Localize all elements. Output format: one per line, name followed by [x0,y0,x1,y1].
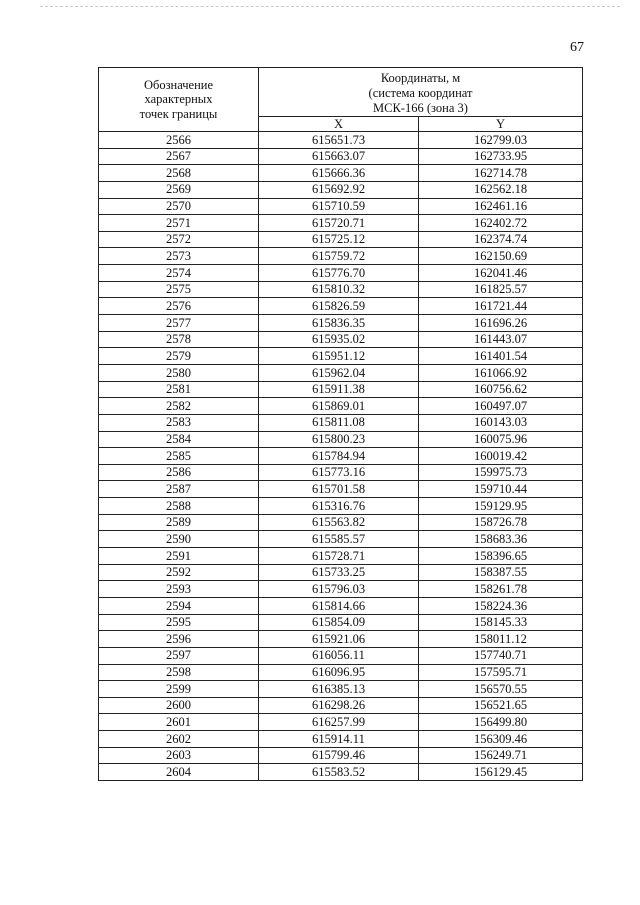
x-coordinate-cell: 615710.59 [259,198,419,215]
x-coordinate-cell: 615666.36 [259,165,419,182]
x-coordinate-cell: 615800.23 [259,431,419,448]
y-coordinate-cell: 158011.12 [419,631,583,648]
y-coordinate-cell: 156521.65 [419,697,583,714]
x-coordinate-cell: 615854.09 [259,614,419,631]
x-coordinate-cell: 615799.46 [259,747,419,764]
table-row [99,165,583,182]
coordinates-table [98,67,583,781]
table-row [99,464,583,481]
table-row [99,148,583,165]
point-id-cell: 2578 [99,331,259,348]
table-row [99,747,583,764]
x-coordinate-cell: 616385.13 [259,681,419,698]
table-row [99,431,583,448]
x-coordinate-cell: 615563.82 [259,514,419,531]
table-row [99,348,583,365]
header-coords-cell [259,68,583,117]
table-row [99,281,583,298]
point-id-cell: 2569 [99,181,259,198]
y-coordinate-cell: 156249.71 [419,747,583,764]
y-coordinate-cell: 161696.26 [419,315,583,332]
y-coordinate-cell: 162714.78 [419,165,583,182]
point-id-cell: 2597 [99,647,259,664]
table-row [99,132,583,149]
point-id-cell: 2599 [99,681,259,698]
table-row [99,531,583,548]
y-coordinate-cell: 162461.16 [419,198,583,215]
table-body [99,132,583,781]
y-coordinate-cell: 159129.95 [419,498,583,515]
x-coordinate-cell: 615796.03 [259,581,419,598]
table-row [99,398,583,415]
x-coordinate-cell: 615701.58 [259,481,419,498]
point-id-cell: 2579 [99,348,259,365]
point-id-cell: 2604 [99,764,259,781]
x-coordinate-cell: 615692.92 [259,181,419,198]
table-row [99,198,583,215]
table-row [99,764,583,781]
point-id-cell: 2582 [99,398,259,415]
table-row [99,731,583,748]
x-coordinate-cell: 615935.02 [259,331,419,348]
x-coordinate-cell: 615725.12 [259,231,419,248]
table-row [99,681,583,698]
table-row [99,414,583,431]
header-coords-line: Координаты, м [380,71,461,85]
y-coordinate-cell: 160497.07 [419,398,583,415]
table-row [99,664,583,681]
y-coordinate-cell: 162733.95 [419,148,583,165]
y-coordinate-cell: 156570.55 [419,681,583,698]
point-id-cell: 2570 [99,198,259,215]
y-coordinate-cell: 158387.55 [419,564,583,581]
y-coordinate-cell: 160756.62 [419,381,583,398]
point-id-cell: 2584 [99,431,259,448]
y-coordinate-cell: 158396.65 [419,548,583,565]
y-coordinate-cell: 160019.42 [419,448,583,465]
y-coordinate-cell: 161721.44 [419,298,583,315]
table-row [99,498,583,515]
point-id-cell: 2568 [99,165,259,182]
table-header-row [99,68,583,117]
x-coordinate-cell: 615914.11 [259,731,419,748]
x-coordinate-cell: 615962.04 [259,364,419,381]
y-coordinate-cell: 156309.46 [419,731,583,748]
point-id-cell: 2567 [99,148,259,165]
table-row [99,514,583,531]
table-row [99,265,583,282]
point-id-cell: 2594 [99,597,259,614]
y-coordinate-cell: 161401.54 [419,348,583,365]
x-coordinate-cell: 615784.94 [259,448,419,465]
table-row [99,631,583,648]
table-row [99,181,583,198]
scan-artifact-line [40,6,620,7]
point-id-cell: 2600 [99,697,259,714]
y-coordinate-cell: 162402.72 [419,215,583,232]
point-id-cell: 2583 [99,414,259,431]
point-id-cell: 2577 [99,315,259,332]
table-row [99,647,583,664]
table-row [99,248,583,265]
table-row [99,315,583,332]
table-row [99,215,583,232]
x-coordinate-cell: 615316.76 [259,498,419,515]
x-coordinate-cell: 615811.08 [259,414,419,431]
x-coordinate-cell: 615583.52 [259,764,419,781]
y-coordinate-cell: 158224.36 [419,597,583,614]
y-coordinate-cell: 161443.07 [419,331,583,348]
x-coordinate-cell: 615951.12 [259,348,419,365]
x-coordinate-cell: 615826.59 [259,298,419,315]
x-coordinate-cell: 615728.71 [259,548,419,565]
x-coordinate-cell: 615814.66 [259,597,419,614]
point-id-cell: 2585 [99,448,259,465]
point-id-cell: 2601 [99,714,259,731]
point-id-cell: 2581 [99,381,259,398]
point-id-cell: 2593 [99,581,259,598]
point-id-cell: 2588 [99,498,259,515]
y-coordinate-cell: 160143.03 [419,414,583,431]
header-points-line: точек границы [139,106,218,121]
header-coords-line: МСК-166 (зона 3) [373,101,468,115]
x-coordinate-cell: 615733.25 [259,564,419,581]
table-row [99,614,583,631]
point-id-cell: 2603 [99,747,259,764]
y-coordinate-cell: 156499.80 [419,714,583,731]
y-coordinate-cell: 160075.96 [419,431,583,448]
point-id-cell: 2595 [99,614,259,631]
y-coordinate-cell: 159710.44 [419,481,583,498]
point-id-cell: 2590 [99,531,259,548]
point-id-cell: 2596 [99,631,259,648]
x-coordinate-cell: 615921.06 [259,631,419,648]
y-coordinate-cell: 162150.69 [419,248,583,265]
point-id-cell: 2602 [99,731,259,748]
point-id-cell: 2572 [99,231,259,248]
x-coordinate-cell: 615651.73 [259,132,419,149]
point-id-cell: 2592 [99,564,259,581]
table-row [99,481,583,498]
y-coordinate-cell: 157740.71 [419,647,583,664]
y-coordinate-cell: 158261.78 [419,581,583,598]
x-coordinate-cell: 615869.01 [259,398,419,415]
header-points-cell [99,68,259,132]
x-coordinate-cell: 615810.32 [259,281,419,298]
y-coordinate-cell: 161066.92 [419,364,583,381]
table-row [99,331,583,348]
y-coordinate-cell: 158145.33 [419,614,583,631]
point-id-cell: 2591 [99,548,259,565]
y-coordinate-cell: 159975.73 [419,464,583,481]
x-coordinate-cell: 615776.70 [259,265,419,282]
point-id-cell: 2574 [99,265,259,282]
table-row [99,697,583,714]
table-row [99,581,583,598]
x-coordinate-cell: 615773.16 [259,464,419,481]
point-id-cell: 2573 [99,248,259,265]
table-row [99,364,583,381]
x-coordinate-cell: 616257.99 [259,714,419,731]
point-id-cell: 2598 [99,664,259,681]
x-coordinate-cell: 615720.71 [259,215,419,232]
y-coordinate-cell: 158683.36 [419,531,583,548]
x-coordinate-cell: 615663.07 [259,148,419,165]
point-id-cell: 2575 [99,281,259,298]
table-row [99,564,583,581]
x-coordinate-cell: 615911.38 [259,381,419,398]
point-id-cell: 2571 [99,215,259,232]
point-id-cell: 2576 [99,298,259,315]
table-row [99,381,583,398]
x-coordinate-cell: 616096.95 [259,664,419,681]
point-id-cell: 2566 [99,132,259,149]
header-coords-line: (система координат [368,86,473,100]
point-id-cell: 2586 [99,464,259,481]
x-coordinate-cell: 616056.11 [259,647,419,664]
page-number: 67 [570,40,584,55]
y-coordinate-cell: 158726.78 [419,514,583,531]
y-coordinate-cell: 162041.46 [419,265,583,282]
header-y: Y [419,117,583,132]
y-coordinate-cell: 162562.18 [419,181,583,198]
table-row [99,597,583,614]
point-id-cell: 2589 [99,514,259,531]
x-coordinate-cell: 615585.57 [259,531,419,548]
table-row [99,714,583,731]
y-coordinate-cell: 161825.57 [419,281,583,298]
y-coordinate-cell: 156129.45 [419,764,583,781]
table-row [99,448,583,465]
table-row [99,231,583,248]
table-row [99,548,583,565]
point-id-cell: 2587 [99,481,259,498]
y-coordinate-cell: 157595.71 [419,664,583,681]
point-id-cell: 2580 [99,364,259,381]
table-row [99,298,583,315]
y-coordinate-cell: 162374.74 [419,231,583,248]
y-coordinate-cell: 162799.03 [419,132,583,149]
x-coordinate-cell: 615836.35 [259,315,419,332]
header-points-line: характерных [144,92,213,107]
x-coordinate-cell: 616298.26 [259,697,419,714]
header-x: X [259,117,419,132]
x-coordinate-cell: 615759.72 [259,248,419,265]
header-points-line: Обозначение [143,77,214,92]
